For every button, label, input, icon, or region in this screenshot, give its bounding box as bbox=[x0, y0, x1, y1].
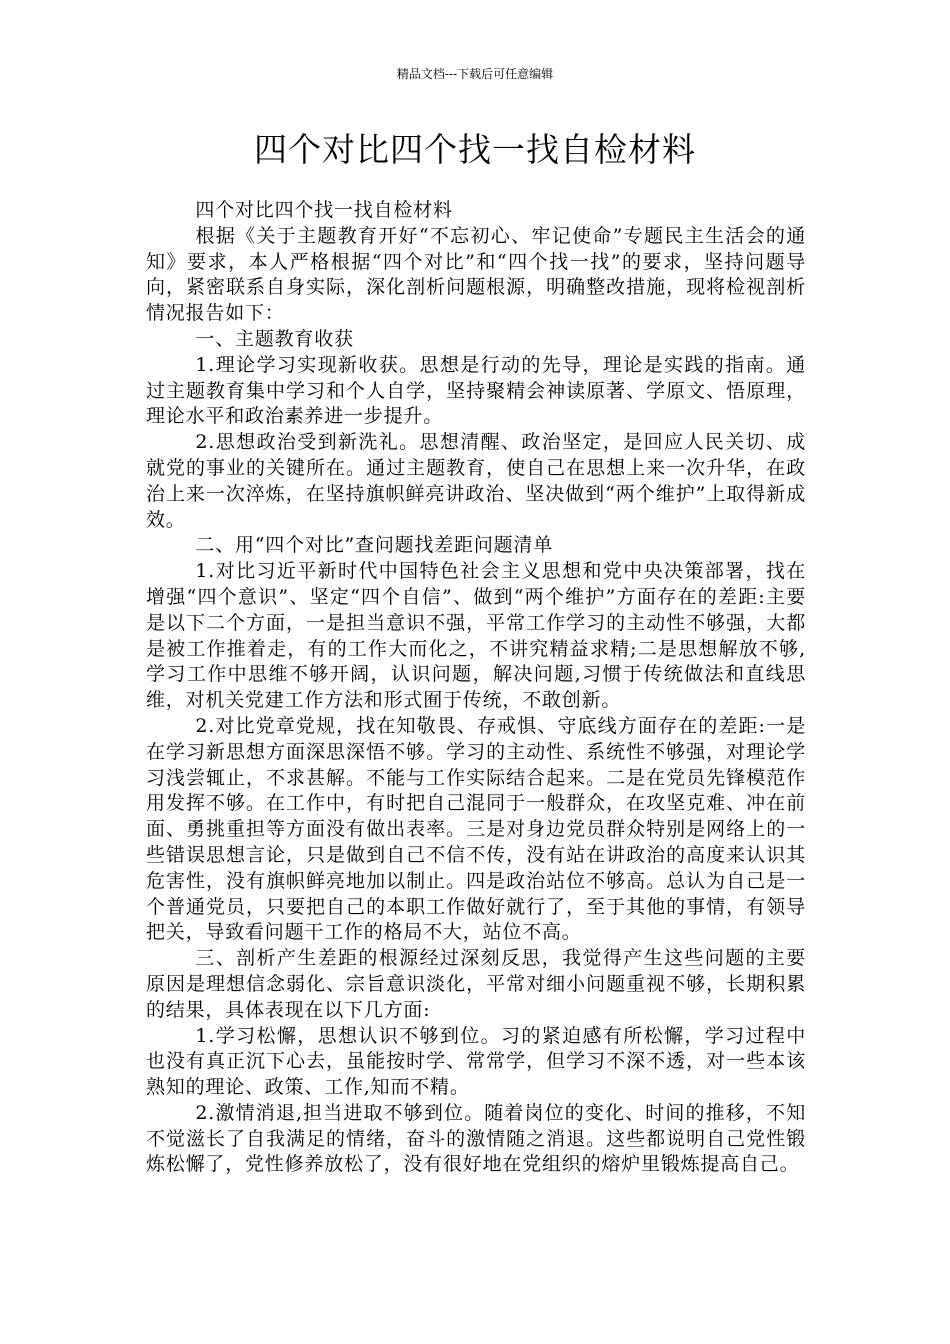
section-heading-2: 二、用“四个对比”查问题找差距问题清单 bbox=[195, 534, 554, 557]
paragraph-2-2: 2.对比党章党规，找在知敬畏、存戒惧、守底线方面存在的差距:一是在学习新思想方面深思深悟不够。学习的主动性、系统性不够强，对理论学习浅尝辄止，不求甚解。不能与工作实际结合起来。二是在党员先锋模范作用发挥不够。在工作中，有时把自己混同于一般群众，在攻坚克难、冲在前面、勇挑重担等方面没有做出表率。三是对身边党员群众特别是网络上的一些错误思想言论，只是做到自己不信不传，没有站在讲政治的高度来认识其危害性，没有旗帜鲜亮地加以制止。四是政治站位不够高。总认为自己是一个普通党员，只要把自己的本职工作做好就行了，至于其他的事情，有领导把关，导致看问题干工作的格局不大，站位不高。 bbox=[146, 714, 806, 944]
document-title: 四个对比四个找一找自检材料 bbox=[254, 130, 696, 169]
paragraph-2-1: 1.对比习近平新时代中国特色社会主义思想和党中央决策部署，找在增强“四个意识”、坚定“四个自信”、做到“两个维护”方面存在的差距:主要是以下二个方面，一是担当意识不强，平常工作学习的主动性不够强，大都是被工作推着走，有的工作大而化之，不讲究精益求精;二是思想解放不够,学习工作中思维不够开阔，认识问题，解决问题,习惯于传统做法和直线思维，对机关党建工作方法和形式囿于传统，不敢创新。 bbox=[146, 560, 806, 712]
paragraph-1-2: 2.思想政治受到新洗礼。思想清醒、政治坚定，是回应人民关切、成就党的事业的关键所在。通过主题教育，使自己在思想上来一次升华，在政治上来一次淬炼，在坚持旗帜鲜亮讲政治、坚决做到“两个维护”上取得新成效。 bbox=[146, 431, 806, 531]
header-note: 精品文档---下载后可任意编辑 bbox=[396, 67, 554, 81]
paragraph-3-2: 2.激情消退,担当进取不够到位。随着岗位的变化、时间的推移，不知不觉滋长了自我满足的情绪，奋斗的激情随之消退。这些都说明自己党性锻炼松懈了，党性修养放松了，没有很好地在党组织的熔炉里锻炼提高自己。 bbox=[146, 1101, 806, 1176]
paragraph-1-1: 1.理论学习实现新收获。思想是行动的先导，理论是实践的指南。通过主题教育集中学习和个人自学，坚持聚精会神读原著、学原文、悟原理，理论水平和政治素养进一步提升。 bbox=[146, 353, 806, 428]
paragraph-3-1: 1.学习松懈，思想认识不够到位。习的紧迫感有所松懈，学习过程中也没有真正沉下心去，虽能按时学、常常学，但学习不深不透，对一些本该熟知的理论、政策、工作,知而不精。 bbox=[146, 1024, 806, 1099]
section-heading-1: 一、主题教育收获 bbox=[195, 327, 354, 350]
paragraph-intro: 根据《关于主题教育开好“不忘初心、牢记使命”专题民主生活会的通知》要求，本人严格根据“四个对比”和“四个找一找”的要求，坚持问题导向，紧密联系自身实际，深化剖析问题根源，明确整改措施，现将检视剖析情况报告如下： bbox=[146, 224, 806, 325]
section-heading-3: 三、剖析产生差距的根源经过深刻反思，我觉得产生这些问题的主要原因是理想信念弱化、宗旨意识淡化，平常对细小问题重视不够，长期积累的结果，具体表现在以下几方面: bbox=[146, 947, 806, 1021]
paragraph-subtitle: 四个对比四个找一找自检材料 bbox=[195, 199, 453, 221]
document-body bbox=[146, 198, 806, 1178]
